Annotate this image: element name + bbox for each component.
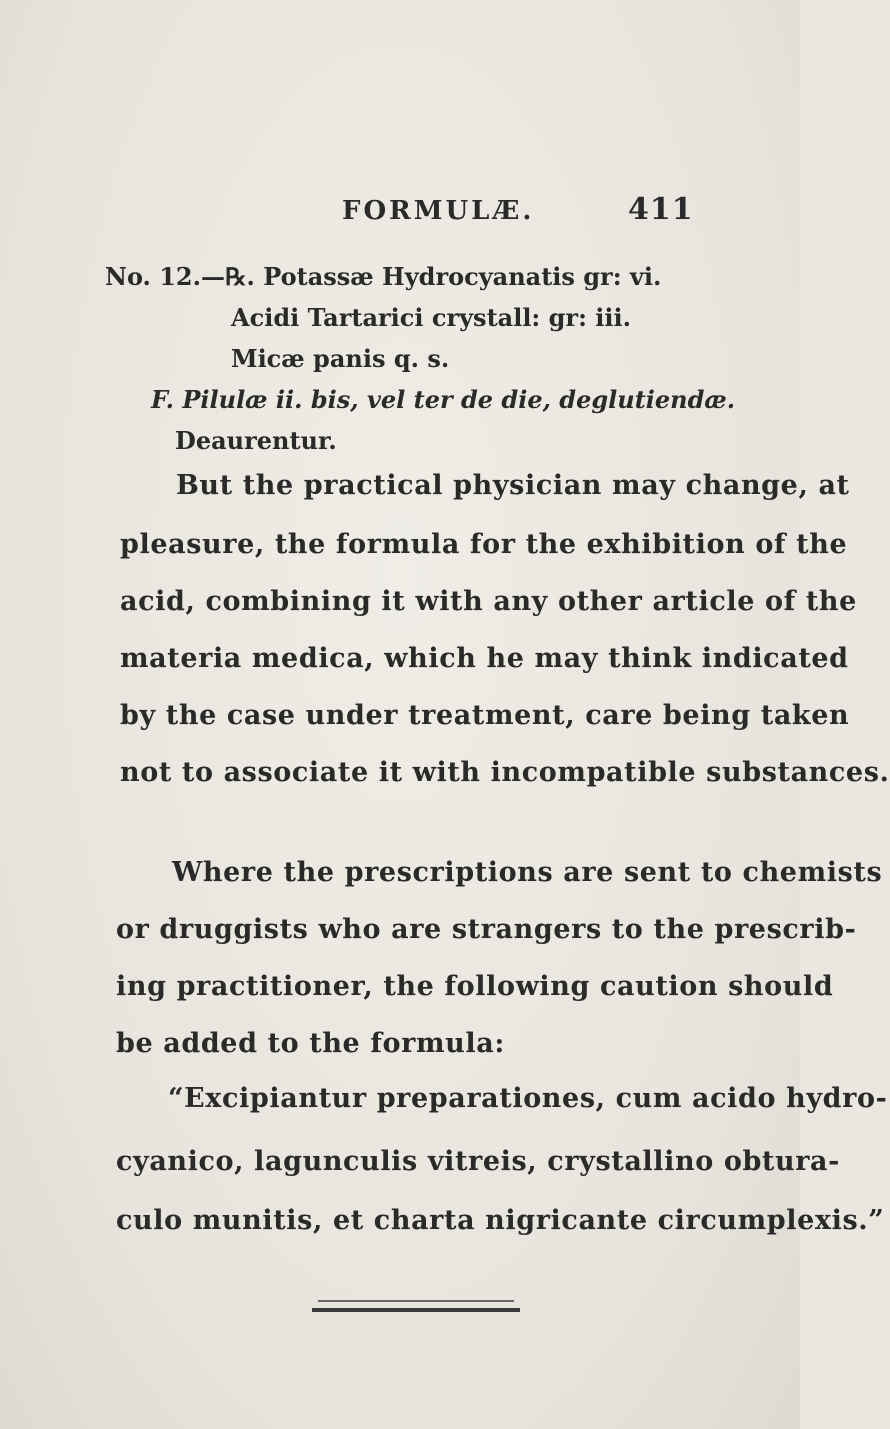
formula-line: F. Pilulæ ii. bis, vel ter de die, deglutiendæ.	[151, 385, 736, 414]
formula-line: Deaurentur.	[175, 426, 337, 455]
page-number: 411	[628, 192, 694, 227]
text-line: not to associate it with incompatible substances.	[120, 757, 890, 788]
text-line: But the practical physician may change, at	[176, 470, 850, 501]
text-line: ing practitioner, the following caution should	[116, 971, 834, 1002]
formula-line: Micæ panis q. s.	[231, 344, 450, 373]
text-line: by the case under treatment, care being taken	[120, 700, 850, 731]
text-line: materia medica, which he may think indicated	[120, 643, 849, 674]
page-header	[0, 192, 800, 236]
section-divider	[312, 1308, 520, 1312]
text-line: be added to the formula:	[116, 1028, 505, 1059]
text-line: cyanico, lagunculis vitreis, crystallino obtura-	[116, 1146, 840, 1177]
text-line: Where the prescriptions are sent to chemists	[172, 857, 883, 888]
text-line: pleasure, the formula for the exhibition of the	[120, 529, 848, 560]
text-line: culo munitis, et charta nigricante circumplexis.”	[116, 1205, 885, 1236]
text-line: acid, combining it with any other article of the	[120, 586, 857, 617]
text-line: “Excipiantur preparationes, cum acido hydro-	[168, 1083, 888, 1114]
running-head: FORMULÆ.	[342, 196, 535, 226]
formula-line: No. 12.—℞. Potassæ Hydrocyanatis gr: vi.	[105, 262, 662, 291]
section-divider-thin	[318, 1300, 514, 1302]
text-line: or druggists who are strangers to the prescrib-	[116, 914, 857, 945]
formula-line: Acidi Tartarici crystall: gr: iii.	[231, 303, 631, 332]
